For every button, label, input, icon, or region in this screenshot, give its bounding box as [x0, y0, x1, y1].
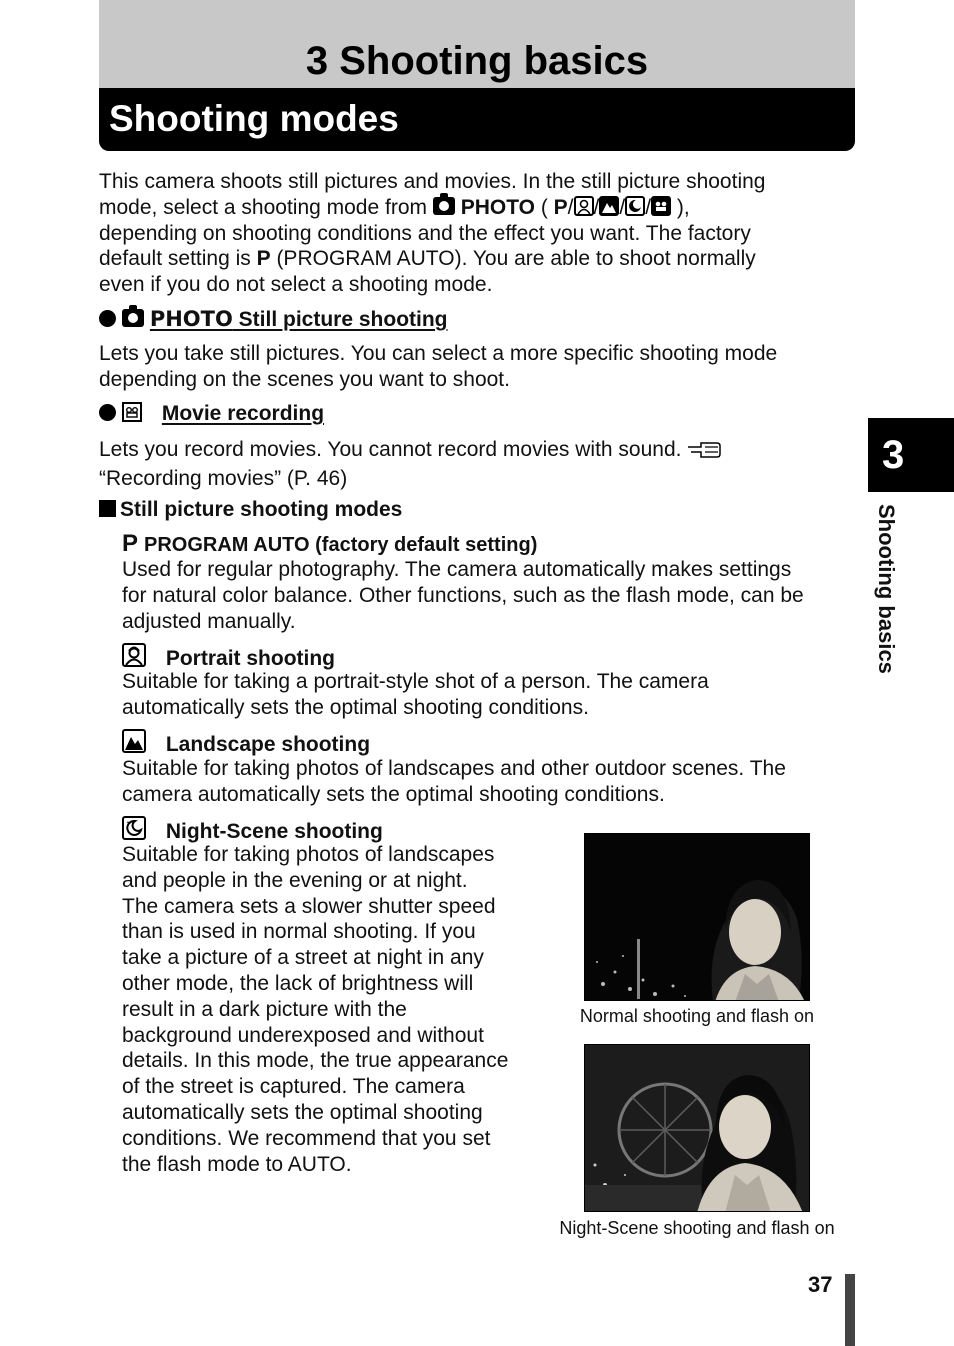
- portrait-body-line: Suitable for taking a portrait-style shot of a person. The camera: [122, 670, 709, 693]
- night-scene-body: [122, 842, 552, 1177]
- camera-icon: [122, 309, 144, 327]
- night-body-line: details. In this mode, the true appearance: [122, 1049, 509, 1073]
- program-mode-label: P: [553, 195, 568, 219]
- intro-text: mode, select a shooting mode from: [99, 195, 433, 219]
- landscape-body: [122, 756, 862, 808]
- photo-body-line: Lets you take still pictures. You can select a more specific shooting mode: [99, 342, 778, 365]
- program-body-line: Used for regular photography. The camera automatically makes settings: [122, 558, 792, 581]
- night-scene-title: Night-Scene shooting: [165, 820, 383, 843]
- program-body-line: adjusted manually.: [122, 609, 296, 633]
- bullet-icon: [99, 404, 116, 421]
- intro-line: mode, select a shooting mode from PHOTO ( P/ / / / ),: [99, 195, 690, 219]
- movie-icon: [651, 196, 671, 216]
- chapter-tab: 3: [868, 418, 954, 492]
- photo-heading-label: Still picture shooting: [232, 308, 448, 331]
- landscape-icon: [599, 196, 619, 216]
- photo-section-heading: [99, 306, 448, 333]
- portrait-icon: [122, 643, 146, 667]
- intro-text: default setting is: [99, 247, 257, 271]
- landscape-icon: [122, 729, 146, 753]
- night-body-line: background underexposed and without: [122, 1023, 484, 1047]
- reference-hand-icon: [687, 440, 721, 466]
- portrait-title: Portrait shooting: [165, 647, 336, 670]
- night-body-line: of the street is captured. The camera: [122, 1075, 465, 1099]
- night-body-line: conditions. We recommend that you set: [122, 1126, 491, 1150]
- movie-section-body: [99, 437, 859, 492]
- still-modes-heading-label: Still picture shooting modes: [120, 498, 403, 521]
- night-body-line: and people in the evening or at night.: [122, 868, 468, 892]
- chapter-tab-label: [873, 504, 899, 704]
- night-scene-icon: [122, 816, 146, 840]
- section-title: Shooting modes: [109, 98, 399, 139]
- portrait-body-line: automatically sets the optimal shooting conditions.: [122, 695, 589, 719]
- intro-line: even if you do not select a shooting mode.: [99, 273, 493, 297]
- program-auto-title: PROGRAM AUTO (factory default setting): [144, 534, 538, 556]
- program-mode-icon: P: [122, 530, 139, 557]
- night-body-line: automatically sets the optimal shooting: [122, 1100, 483, 1124]
- portrait-body: [122, 669, 862, 721]
- intro-text: (PROGRAM AUTO). You are able to shoot normally: [270, 247, 756, 271]
- intro-paragraph: [99, 169, 859, 298]
- intro-line: depending on shooting conditions and the effect you want. The factory: [99, 221, 751, 245]
- night-body-line: take a picture of a street at night in any: [122, 946, 484, 970]
- night-scene-photo: [584, 1044, 810, 1212]
- square-bullet-icon: [99, 500, 116, 517]
- night-scene-heading: [122, 816, 383, 845]
- night-body-line: other mode, the lack of brightness will: [122, 971, 474, 995]
- chapter-tab-label-text: Shooting basics: [874, 504, 899, 674]
- intro-line: [99, 246, 859, 272]
- movie-body-line: “Recording movies” (P. 46): [99, 466, 348, 490]
- photo-body-line: depending on the scenes you want to shoot.: [99, 367, 510, 391]
- chapter-title: 3 Shooting basics: [305, 39, 649, 83]
- program-mode-label: P: [256, 247, 271, 271]
- night-body-line: The camera sets a slower shutter speed: [122, 894, 496, 918]
- photo-label: PHOTO: [149, 307, 233, 331]
- camera-icon: [433, 197, 455, 215]
- landscape-body-line: camera automatically sets the optimal shooting conditions.: [122, 782, 665, 806]
- landscape-title: Landscape shooting: [165, 733, 371, 756]
- figure-caption: Night-Scene shooting and flash on: [559, 1218, 835, 1238]
- program-auto-heading: [122, 531, 537, 558]
- intro-text: (: [534, 195, 554, 219]
- program-auto-body: [122, 557, 862, 634]
- page-number-bar: [845, 1274, 855, 1346]
- movie-section-heading: [99, 401, 324, 427]
- photo-heading-text: [150, 308, 448, 331]
- night-body-line: than is used in normal shooting. If you: [122, 920, 476, 944]
- still-modes-heading: [99, 497, 402, 523]
- intro-line: This camera shoots still pictures and movies. In the still picture shooting: [99, 170, 766, 193]
- photo-section-body: [99, 341, 859, 393]
- intro-text: ),: [671, 195, 690, 219]
- program-body-line: for natural color balance. Other functions, such as the flash mode, can be: [122, 583, 804, 607]
- landscape-heading: [122, 729, 370, 758]
- normal-shooting-photo: [584, 833, 810, 1001]
- portrait-heading: [122, 643, 335, 672]
- movie-icon: [122, 402, 142, 422]
- portrait-icon: [574, 196, 594, 216]
- night-body-line: the flash mode to AUTO.: [122, 1152, 352, 1176]
- landscape-body-line: Suitable for taking photos of landscapes and other outdoor scenes. The: [122, 757, 786, 780]
- night-scene-icon: [625, 196, 645, 216]
- figure-caption: Normal shooting and flash on: [579, 1006, 815, 1026]
- movie-heading-label: Movie recording: [161, 402, 325, 425]
- night-body-line: result in a dark picture with the: [122, 997, 407, 1021]
- photo-label: PHOTO: [460, 195, 535, 219]
- page-number: 37: [808, 1272, 833, 1297]
- bullet-icon: [99, 310, 116, 327]
- movie-body-text: Lets you record movies. You cannot record movies with sound.: [99, 438, 688, 461]
- movie-body-line: [99, 437, 859, 466]
- night-body-line: Suitable for taking photos of landscapes: [122, 843, 495, 866]
